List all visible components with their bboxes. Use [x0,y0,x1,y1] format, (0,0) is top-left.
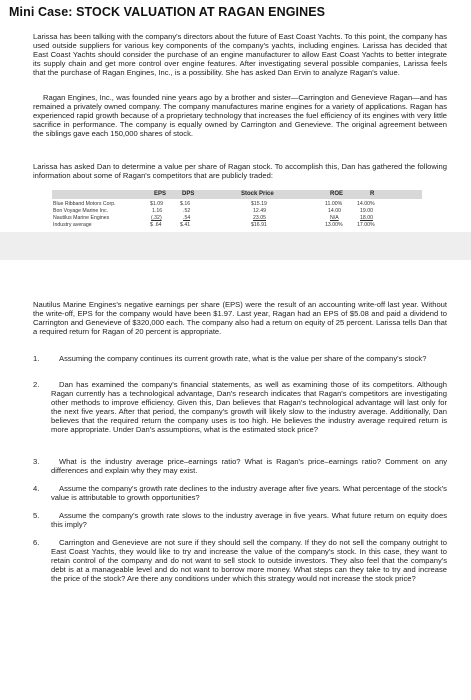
question-number: 5. [33,511,40,520]
cell-eps: $1.09 [150,201,163,207]
cell-eps: (.32) [151,215,162,221]
cell-price: 23.05 [253,215,266,221]
cell-dps: $.16 [180,201,191,207]
row-name: Industry average [53,222,92,228]
cell-price: $16.91 [251,222,267,228]
cell-roe: 14.00 [328,208,341,214]
question-rest: percentage of the stock's value is attributable to growth opportunities? [51,484,447,502]
question-lead: Carrington and Genevieve are not sure if they should sell the company. If they do not sell the [59,538,377,547]
question-number: 2. [33,380,40,389]
paragraph-company-background: Ragan Engines, Inc., was founded nine years ago by a brother and sister—Carrington and Genevieve Ragan—and has remained a privately owned company. The company manufactures marine engines for a variety of applications. Ragan has experienced rapid growth because of a proprietary technology that increases the fuel efficiency of its engines with very little sacrifice in performance. The company is equally owned by Carrington and Genevieve. The original agreement between the siblings gave each 150,000 shares of stock. [33,93,447,138]
cell-roe: 11.00% [325,201,343,207]
header-stock-price: Stock Price [241,191,274,197]
row-name: Bon Voyage Marine Inc. [53,208,109,214]
cell-dps: .54 [183,215,191,221]
row-name: Blue Ribband Motors Corp. [53,201,116,207]
question-text [51,484,447,502]
question-text [51,380,447,434]
cell-dps: .52 [183,208,191,214]
row-name: Nautilus Marine Engines [53,215,110,221]
question-number: 4. [33,484,40,493]
cell-r: 17.00% [357,222,375,228]
question-lead: Assume the company's growth rate declines to the industry average after five years. What [59,484,361,493]
cell-roe: N/A [330,215,339,221]
question-rest: company's stock? [366,354,427,363]
header-eps: EPS [154,191,167,197]
cell-price: $15.19 [251,201,267,207]
cell-roe: 13.00% [325,222,343,228]
cell-r: 14.00% [357,201,375,207]
paragraph-intro: Larissa has been talking with the company's directors about the future of East Coast Yachts. To this point, the company has used outside suppliers for various key components of the company's yachts, including engines. Larissa has decided that East Coast Yachts should consider the purchase of an engine manufacturer to allow East Coast Yachts to better integrate its supply chain and get more control over engine features. After investigating several possible companies, Larissa feels that the purchase of Ragan Engines, Inc., is a possibility. She has asked Dan Ervin to analyze Ragan's value. [33,32,447,77]
cell-eps: 1.16 [152,208,163,214]
question-text [51,457,447,475]
question-text [51,538,447,583]
paragraph-competitors-intro: Larissa has asked Dan to determine a value per share of Ragan stock. To accomplish this, Dan has gathered the following information about some of Ragan's competitors that are publicly traded: [33,162,447,180]
header-r: R [370,191,375,197]
question-lead: Dan has examined the company's financial statements, as well as examining those of its [59,380,370,389]
question-rest: competitors. Although Ragan currently has a technological advantage, Dan's research indicates that Ragan's competitors are investigating other methods to improve efficiency. Given this, Dan believes that Ragan's technological advantage will last only for the next five years. After that period, the company's growth will likely slow to the industry average. Additionally, Dan believes that the required return the company uses is too high. He believes the industry average required return is more appropriate. Under Dan's assumptions, what is the estimated stock price? [51,380,447,434]
question-lead: Assuming the company continues its current growth rate, what is the value per share of the [59,354,365,363]
cell-price: 12.49 [253,208,266,214]
case-title: Mini Case: STOCK VALUATION AT RAGAN ENGINES [9,5,326,19]
cell-dps: $.41 [180,222,191,228]
question-number: 3. [33,457,40,466]
question-lead: What is the industry average price–earnings ratio? What is Ragan's price–earnings ratio? [59,457,381,466]
question-text [51,354,447,363]
question-lead: Assume the company's growth rate slows to the industry average in five years. What future [59,511,372,520]
competitor-table [52,190,422,228]
question-rest: return on equity does this imply? [51,511,448,529]
question-text [51,511,447,529]
page-divider [0,232,471,260]
header-roe: ROE [330,191,344,197]
question-rest: company outright to East Coast Yachts, they would like to try and increase the value of the company's stock. In this case, they want to retain control of the company and do not want to sell stock to outside investors. They also feel that the company's debt is at a manageable level and do not want to borrow more money. What steps can they take to try and increase the price of the stock? Are there any conditions under which this strategy would not increase the stock price? [51,538,447,583]
question-rest: Comment on any differences and explain why they may exist. [51,457,447,475]
table-header-row [52,190,422,199]
question-number: 1. [33,354,40,363]
case-page-top [0,0,471,232]
question-number: 6. [33,538,40,547]
cell-r: 19.00 [360,208,373,214]
cell-r: 18.00 [360,215,373,221]
header-dps: DPS [182,191,195,197]
paragraph-eps-details: Nautilus Marine Engines's negative earnings per share (EPS) were the result of an accounting write-off last year. Without the write-off, EPS for the company would have been $1.97. Last year, Ragan had an EPS of $5.08 and paid a dividend to Carrington and Genevieve of $320,000 each. The company also had a return on equity of 25 percent. Larissa tells Dan that a required return for Ragan of 20 percent is appropriate. [33,300,447,336]
cell-eps: $ .64 [150,222,162,228]
